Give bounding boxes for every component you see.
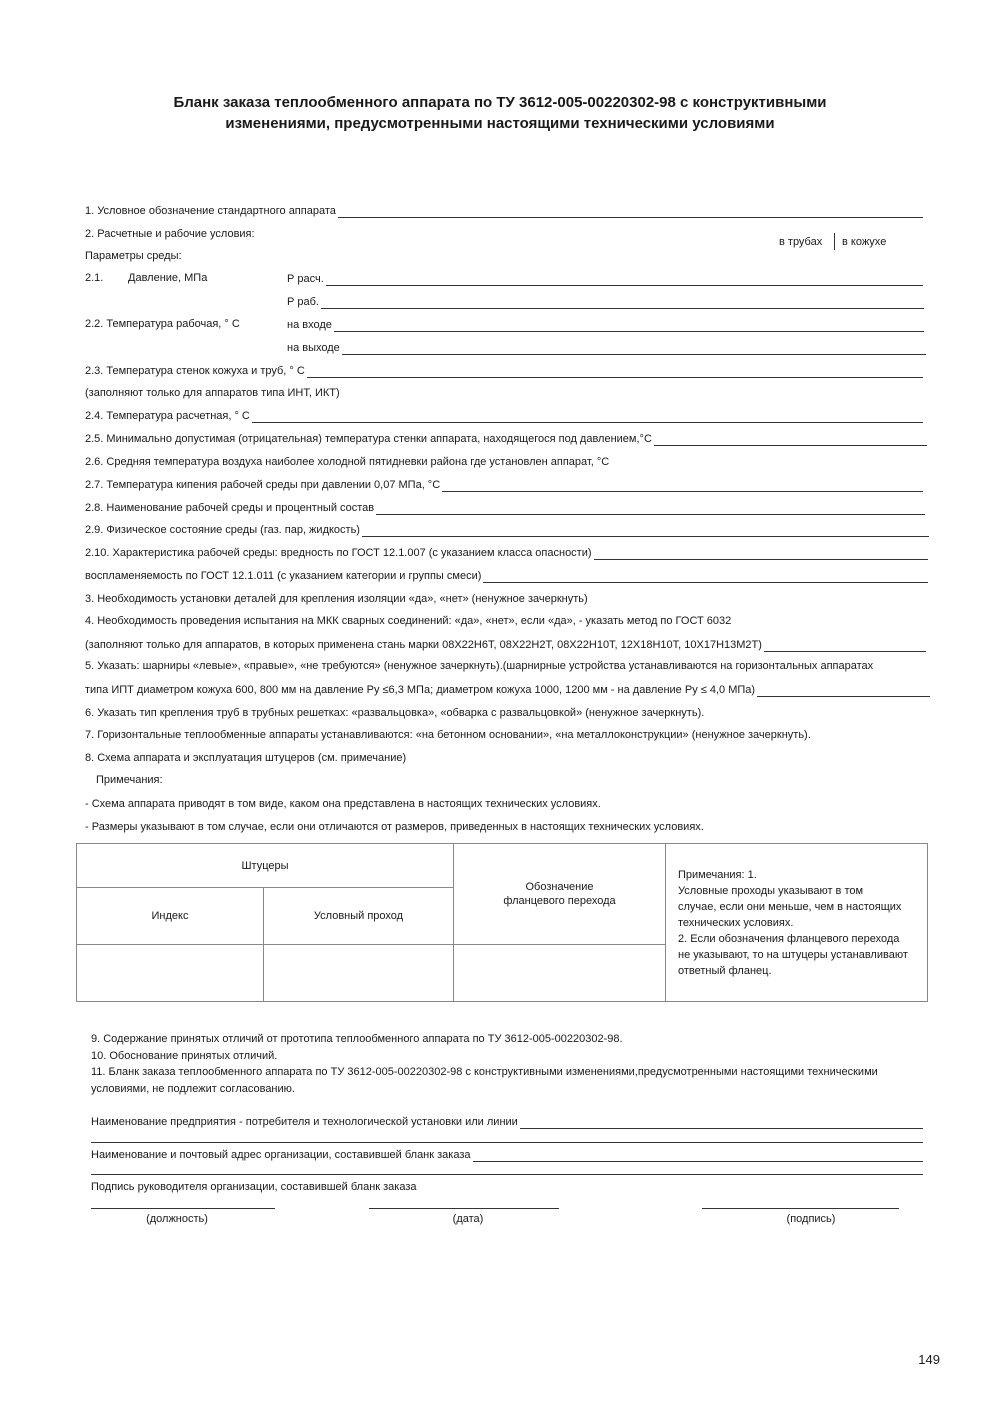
p-work-label: Р раб. [287,296,319,308]
item-2-10-label: 2.10. Характеристика рабочей среды: вредность по ГОСТ 12.1.007 (с указанием класса опасности) [85,547,592,559]
page-title-line-2: изменениями, предусмотренными настоящими техническими условиями [225,115,775,132]
table-note-line: Условные проходы указывают в том [678,884,864,897]
item-2-8-field[interactable] [376,502,925,515]
nominal-cell[interactable] [264,945,454,1002]
page-number: 149 [918,1352,940,1367]
date-line[interactable] [369,1208,559,1209]
item-5b-label: типа ИПТ диаметром кожуха 600, 800 мм на давление Ру ≤6,3 МПа; диаметром кожуха 1000, 1200 мм - на давление Ру ≤ 4,0 МПа) [85,684,756,696]
p-calc-row [287,270,923,286]
params-label: Параметры среды: [85,250,182,262]
table-note-line: случае, если они меньше, чем в настоящих [678,900,902,913]
org-field[interactable] [473,1149,924,1162]
org-label: Наименование и почтовый адрес организации, составившей бланк заказа [91,1149,471,1161]
outlet-row [287,339,926,355]
p-calc-label: Р расч. [287,273,324,285]
fittings-table [76,843,928,1002]
page-title-line-1: Бланк заказа теплообменного аппарата по ТУ 3612-005-00220302-98 с конструктивными [173,94,827,111]
table-note-line: Примечания: 1. [678,868,757,881]
column-divider [834,233,835,250]
position-caption: (должность) [146,1213,208,1225]
enterprise-field[interactable] [520,1116,923,1129]
notes-heading: Примечания: [96,774,163,786]
org-row [91,1146,923,1162]
outlet-label: на выходе [287,342,340,354]
outlet-field[interactable] [342,342,926,355]
item-1-row [85,202,923,218]
note-2: - Размеры указывают в том случае, если они отличаются от размеров, приведенных в настоящих технических условиях. [85,821,704,833]
index-header: Индекс [77,888,264,945]
item-1-field[interactable] [338,205,923,218]
table-note-line: 2. Если обозначения фланцевого перехода [678,932,900,945]
item-5b-field[interactable] [757,684,930,697]
item-2-label: 2. Расчетные и рабочие условия: [85,228,255,240]
item-2-6-label: 2.6. Средняя температура воздуха наиболее холодной пятидневки района где установлен аппарат, °С [85,456,610,468]
item-5-label: 5. Указать: шарниры «левые», «правые», «не требуются» (ненужное зачеркнуть).(шарнирные устройства устанавливаются на горизонтальных аппаратах [85,660,874,672]
p-work-row [287,293,924,309]
column-shell-label: в кожухе [842,236,887,248]
table-note-line: не указывают, то на штуцеры устанавливают [678,948,908,961]
item-2-9-label: 2.9. Физическое состояние среды (газ. пар, жидкость) [85,524,360,536]
item-2-3-row [85,362,923,378]
fittings-header: Штуцеры [77,844,454,888]
item-7-label: 7. Горизонтальные теплообменные аппараты устанавливаются: «на бетонном основании», «на металлоконструкции» (ненужное зачеркнуть). [85,729,811,741]
item-2-4-field[interactable] [252,410,923,423]
item-8-label: 8. Схема аппарата и эксплуатация штуцеров (см. примечание) [85,752,407,764]
p-calc-field[interactable] [326,273,923,286]
date-caption: (дата) [452,1213,484,1225]
enterprise-row [91,1113,923,1129]
item-3-label: 3. Необходимость установки деталей для крепления изоляции «да», «нет» (ненужное зачеркнуть) [85,593,588,605]
item-4b-row [85,636,926,652]
item-2-3-note: (заполняют только для аппаратов типа ИНТ, ИКТ) [85,387,340,399]
sign-line[interactable] [702,1208,899,1209]
flange-header-line-1: Обозначение [525,881,594,893]
item-4b-label: (заполняют только для аппаратов, в которых применена стань марки 08Х22Н6Т, 08Х22Н2Т, 08Х22Н10Т, 12Х18Н10Т, 10Х17Н13М2Т) [85,639,762,651]
item-2-5-row [85,430,927,446]
enterprise-field-line-2[interactable] [91,1142,923,1143]
inlet-field[interactable] [334,319,924,332]
inlet-label: на входе [287,319,332,331]
enterprise-label: Наименование предприятия - потребителя и технологической установки или линии [91,1116,518,1128]
item-4b-field[interactable] [764,639,926,652]
item-2-10b-row [85,567,928,583]
item-2-7-label: 2.7. Температура кипения рабочей среды при давлении 0,07 МПа, °С [85,479,441,491]
inlet-row [287,316,924,332]
item-2-2-label: 2.2. Температура рабочая, ° С [85,318,240,330]
table-notes [666,844,928,1002]
item-2-1-label: Давление, МПа [128,272,208,284]
item-9-label: 9. Содержание принятых отличий от прототипа теплообменного аппарата по ТУ 3612-005-00220302-98. [91,1033,623,1045]
table-note-line: ответный фланец. [678,964,772,977]
item-2-7-field[interactable] [442,479,923,492]
column-tubes-label: в трубах [779,236,823,248]
sign-caption: (подпись) [786,1213,836,1225]
item-10-label: 10. Обоснование принятых отличий. [91,1050,278,1062]
item-11-label: 11. Бланк заказа теплообменного аппарата по ТУ 3612-005-00220302-98 с конструктивными изменениями,предусмотренными настоящими техническими [91,1066,878,1078]
item-2-4-row [85,407,923,423]
item-2-8-row [85,499,925,515]
flange-header-line-2: фланцевого перехода [503,895,616,907]
flange-cell[interactable] [454,945,666,1002]
item-2-10b-field[interactable] [483,570,928,583]
item-2-8-label: 2.8. Наименование рабочей среды и процентный состав [85,502,375,514]
p-work-field[interactable] [321,296,924,309]
item-2-3-field[interactable] [307,365,923,378]
item-2-7-row [85,476,923,492]
note-1: - Схема аппарата приводят в том виде, каком она представлена в настоящих технических условиях. [85,798,601,810]
signature-label: Подпись руководителя организации, составившей бланк заказа [91,1181,417,1193]
item-4-label: 4. Необходимость проведения испытания на МКК сварных соединений: «да», «нет», если «да», - указать метод по ГОСТ 6032 [85,615,732,627]
flange-header [454,844,666,945]
item-2-5-field[interactable] [654,433,927,446]
table-note-line: технических условиях. [678,916,794,929]
position-line[interactable] [91,1208,275,1209]
item-2-9-field[interactable] [362,524,929,537]
item-11-label-cont: условиями, не подлежит согласованию. [91,1083,295,1095]
item-2-10-field[interactable] [594,547,928,560]
index-cell[interactable] [77,945,264,1002]
item-2-4-label: 2.4. Температура расчетная, ° С [85,410,250,422]
item-6-label: 6. Указать тип крепления труб в трубных решетках: «развальцовка», «обварка с развальцовкой» (ненужное зачеркнуть). [85,707,705,719]
item-2-1-number: 2.1. [85,272,104,284]
item-2-10b-label: воспламеняемость по ГОСТ 12.1.011 (с указанием категории и группы смеси) [85,570,482,582]
item-2-10-row [85,544,928,560]
item-2-3-label: 2.3. Температура стенок кожуха и труб, ° С [85,365,305,377]
item-2-9-row [85,521,929,537]
nominal-header: Условный проход [264,888,454,945]
item-1-label: 1. Условное обозначение стандартного аппарата [85,205,336,217]
org-field-line-2[interactable] [91,1174,923,1175]
item-5b-row [85,681,930,697]
item-2-5-label: 2.5. Минимально допустимая (отрицательная) температура стенки аппарата, находящегося под давлением,°С [85,433,652,445]
